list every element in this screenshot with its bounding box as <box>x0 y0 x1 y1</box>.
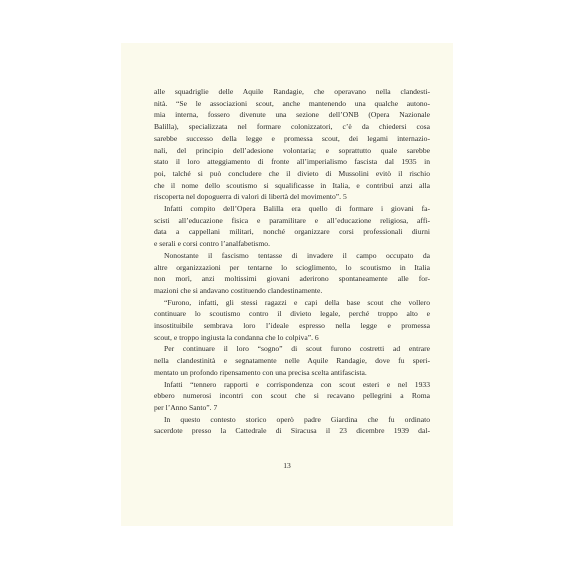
text-line: che il nome dello scoutismo si squalificasse in Italia, e contribuì anzi alla <box>154 180 430 190</box>
text-line: scout, e troppo ingiusta la condanna che lo colpiva”. 6 <box>154 332 319 342</box>
body-text <box>154 86 430 437</box>
text-line: e serali e corsi contro l’analfabetismo. <box>154 239 270 249</box>
text-line: Nonostante il fascismo tentasse di invadere il campo occupato da <box>164 250 430 260</box>
text-line: continuare lo scoutismo contro il divieto legale, perché troppo alto e <box>154 309 430 319</box>
text-line: poi, talché si può concludere che il divieto di Mussolini evitò il rischio <box>154 168 430 178</box>
text-line: sarebbe successo della legge e promessa scout, dei legami internazio- <box>154 133 430 143</box>
text-line: mazioni che si andavano costituendo clandestinamente. <box>154 285 323 295</box>
text-line: stato il loro atteggiamento di fronte all’imperialismo fascista dal 1935 in <box>154 157 430 167</box>
text-line: nali, del principio dell’adesione volontaria; e soprattutto quale sarebbe <box>154 145 430 155</box>
page-number: 13 <box>283 461 291 470</box>
text-line: insostituibile sembrava loro l’ideale espresso nella legge e promessa <box>154 321 430 331</box>
text-line: altre organizzazioni per tentarne lo scioglimento, lo scoutismo in Italia <box>154 262 430 272</box>
text-line: non morì, anzi moltissimi giovani aderirono spontaneamente alle for- <box>154 274 430 284</box>
text-line: data a cappellani militari, nonché organizzare corsi professionali diurni <box>154 227 430 237</box>
text-line: sacerdote presso la Cattedrale di Siracusa il 23 dicembre 1939 dal- <box>154 426 430 436</box>
text-line: Balilla), specializzata nel formare colonizzatori, c’è da chiedersi cosa <box>154 122 430 132</box>
text-line: alle squadriglie delle Aquile Randagie, che operavano nella clandesti- <box>154 87 430 96</box>
text-line: nità. “Se le associazioni scout, anche mantenendo una qualche autono- <box>154 98 430 108</box>
text-line: nella clandestinità e segnatamente nelle Aquile Randagie, dove fu speri- <box>154 356 430 366</box>
text-line: In questo contesto storico operò padre Giardina che fu ordinato <box>164 414 430 424</box>
text-line: Infatti compito dell’Opera Balilla era quello di formare i giovani fa- <box>164 204 430 214</box>
book-page <box>121 43 453 526</box>
text-line: mia interna, fossero divenute una sezione dell’ONB (Opera Nazionale <box>154 110 430 120</box>
text-line: Infatti “tennero rapporti e corrispondenza con scout esteri e nel 1933 <box>164 379 430 389</box>
text-line: mentato un profondo ripensamento con una precisa scelta antifascista. <box>154 367 367 377</box>
text-line: scisti all’educazione fisica e paramilitare e all’educazione religiosa, affi- <box>154 215 430 225</box>
text-line: riscoperta nel dopoguerra di valori di libertà del movimento”. 5 <box>154 192 347 202</box>
text-line: “Furono, infatti, gli stessi ragazzi e capi della base scout che vollero <box>164 297 430 307</box>
text-line: per l’Anno Santo”. 7 <box>154 402 218 412</box>
text-line: ebbero numerosi incontri con scout che si recavano pellegrini a Roma <box>154 391 430 401</box>
text-line: Per continuare il loro “sogno” di scout furono costretti ad entrare <box>164 344 430 354</box>
